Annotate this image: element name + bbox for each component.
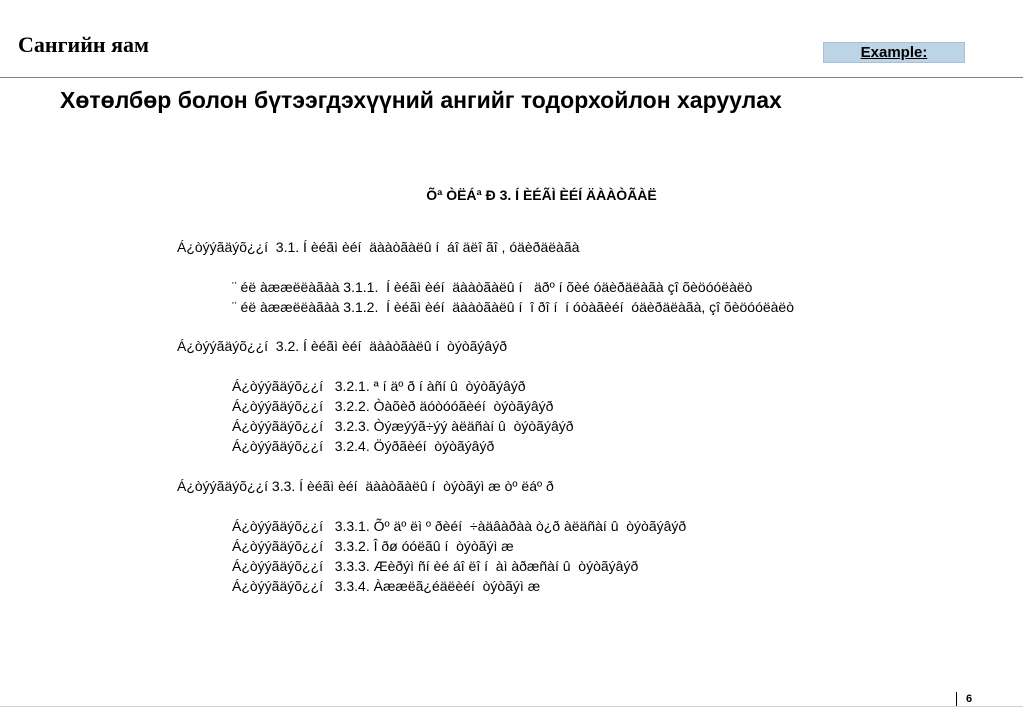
outline-line: Á¿òýýãäýõ¿¿í 3.3.2. Î ðø óóëãû í òýòãýì æ bbox=[232, 538, 514, 554]
outline-line: Á¿òýýãäýõ¿¿í 3.3.3. Æèðýì ñí èé áî ëî í àì àðæñàí û òýòãýâýð bbox=[232, 558, 639, 574]
outline-line: Á¿òýýãäýõ¿¿í 3.2. Í èéãì èéí äààòãàëû í òýòãýâýð bbox=[177, 338, 507, 354]
outline-line: Á¿òýýãäýõ¿¿í 3.2.4. Öýðãèéí òýòãýâýð bbox=[232, 438, 495, 454]
outline-line: Á¿òýýãäýõ¿¿í 3.3. Í èéãì èéí äààòãàëû í òýòãýì æ òº ëáº ð bbox=[177, 478, 554, 494]
header-title: Сангийн яам bbox=[18, 32, 149, 57]
bottom-divider bbox=[0, 706, 1023, 707]
outline-line: Á¿òýýãäýõ¿¿í 3.2.1. ª í äº ð í àñí û òýòãýâýð bbox=[232, 378, 526, 394]
footer-separator bbox=[956, 692, 957, 706]
header-divider bbox=[0, 77, 1023, 78]
outline-line: Á¿òýýãäýõ¿¿í 3.3.4. Àææëã¿éäëèéí òýòãýì æ bbox=[232, 578, 541, 594]
outline-line: Á¿òýýãäýõ¿¿í 3.1. Í èéãì èéí äààòãàëû í áî äëî ãî , óäèðäëàãà bbox=[177, 239, 580, 255]
document-heading: Õª ÒËÁª Ð 3. Í ÈÉÃÌ ÈÉÍ ÄÀÀÒÃÀË bbox=[426, 187, 657, 203]
outline-line: ¨ éë àææëëàãàà 3.1.1. Í èéãì èéí äààòãàëû í äðº í õèé óäèðäëàãà çî õèöóóëàëò bbox=[232, 279, 753, 295]
outline-line: Á¿òýýãäýõ¿¿í 3.3.1. Õº äº ëì º ðèéí ÷àäâàðàà ò¿ð àëäñàí û òýòãýâýð bbox=[232, 518, 687, 534]
outline-line: Á¿òýýãäýõ¿¿í 3.2.2. Òàõèð äóòóóãèéí òýòãýâýð bbox=[232, 398, 554, 414]
outline-line: Á¿òýýãäýõ¿¿í 3.2.3. Òýæýýã÷ýý àëäñàí û òýòãýâýð bbox=[232, 418, 574, 434]
example-badge: Example: bbox=[823, 42, 965, 63]
slide-title: Хөтөлбөр болон бүтээгдэхүүний ангийг тодорхойлон харуулах bbox=[60, 87, 782, 113]
outline-line: ¨ éë àææëëàãàà 3.1.2. Í èéãì èéí äààòãàëû í î ðî í í óòàãèéí óäèðäëàãà, çî õèöóóëàëò bbox=[232, 299, 795, 315]
page-number: 6 bbox=[966, 693, 973, 705]
